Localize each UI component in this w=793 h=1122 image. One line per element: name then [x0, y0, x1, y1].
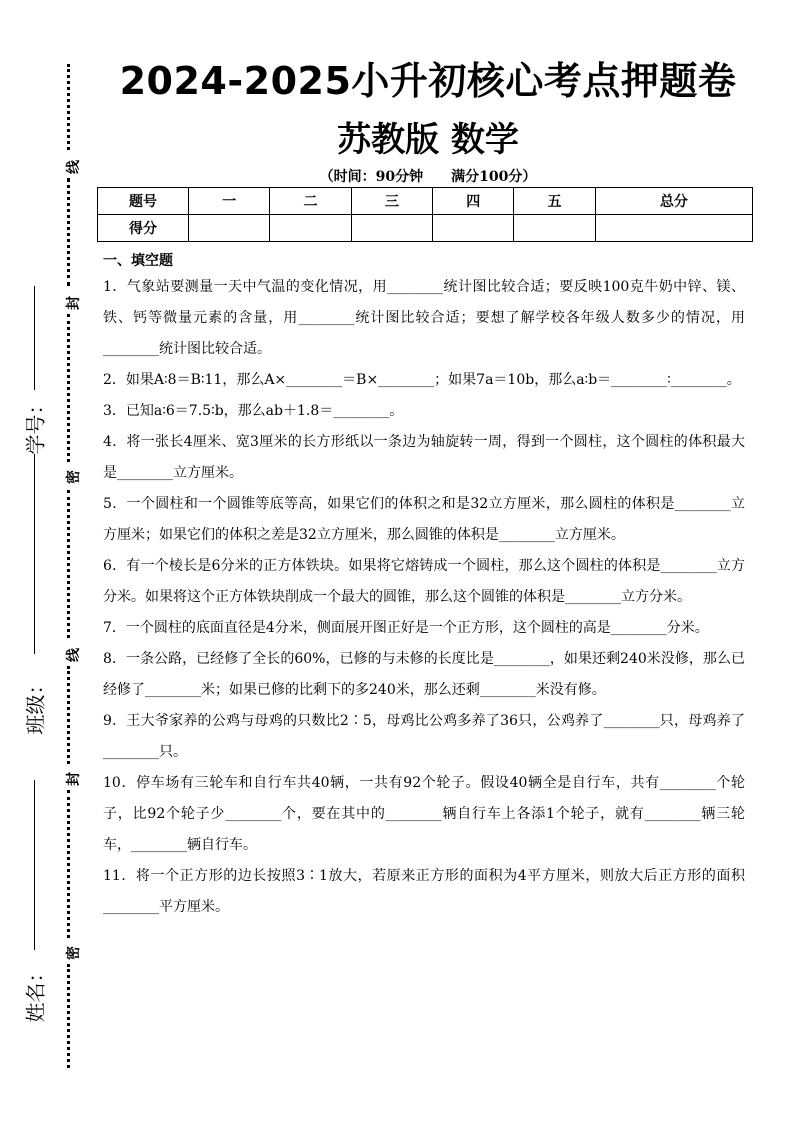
table-cell: 得分 — [98, 215, 189, 242]
question-item: 4．将一张长4厘米、宽3厘米的长方形纸以一条边为轴旋转一周，得到一个圆柱，这个圆柱的体积最大是________立方厘米。 — [103, 434, 745, 481]
page-title: 2024-2025小升初核心考点押题卷 — [119, 59, 737, 103]
table-row — [98, 188, 753, 215]
question-item: 11．将一个正方形的边长按照3∶1放大，若原来正方形的面积为4平方厘米，则放大后正方形的面积 ________平方厘米。 — [103, 868, 745, 915]
score-input-cell[interactable] — [189, 215, 270, 242]
seal-char: 密 — [66, 470, 82, 484]
name-line — [34, 780, 35, 950]
question-item: 3．已知a∶6＝7.5∶b，那么ab＋1.8＝________。 — [103, 403, 404, 419]
table-cell: 四 — [433, 188, 514, 215]
table-row — [98, 215, 753, 242]
dotted-line — [67, 490, 70, 638]
question-item: 9．王大爷家养的公鸡与母鸡的只数比2∶5，母鸡比公鸡多养了36只，公鸡养了________只，母鸡养了________只。 — [103, 713, 745, 760]
table-cell: 一 — [189, 188, 270, 215]
score-input-cell[interactable] — [595, 215, 752, 242]
score-table — [97, 187, 753, 242]
name-label: 姓名： — [23, 962, 48, 1023]
seal-char: 线 — [66, 648, 82, 662]
dotted-line — [67, 314, 70, 462]
question-item: 2．如果A∶8＝B∶11，那么A×________＝B×________；如果7a＝10b，那么a∶b＝________∶________。 — [103, 372, 741, 388]
question-item: 10．停车场有三轮车和自行车共40辆，一共有92个轮子。假设40辆全是自行车，共有________个轮子，比92个轮子少________个，要在其中的________辆自行车上各添1个轮子，就有________辆三轮车，________辆自行车。 — [103, 775, 745, 853]
time-info: （时间：90分钟 满分100分） — [319, 169, 537, 185]
dotted-line — [67, 64, 70, 150]
table-cell: 三 — [351, 188, 432, 215]
dotted-line — [67, 790, 70, 938]
dotted-line — [67, 666, 70, 764]
question-item: 8．一条公路，已经修了全长的60%，已修的与未修的长度比是________，如果还剩240米没修，那么已经修了________米；如果已修的比剩下的多240米，那么还剩________米没有修。 — [103, 651, 745, 698]
seal-char: 线 — [66, 160, 82, 174]
seal-char: 封 — [66, 772, 82, 786]
section-title: 一、填空题 — [103, 253, 173, 269]
seal-char: 密 — [66, 946, 82, 960]
table-cell: 二 — [270, 188, 351, 215]
table-cell: 题号 — [98, 188, 189, 215]
class-line — [34, 454, 35, 654]
score-input-cell[interactable] — [351, 215, 432, 242]
student-id-label: 学号： — [23, 394, 48, 455]
seal-char: 封 — [66, 296, 82, 310]
question-item: 6．有一个棱长是6分米的正方体铁块。如果将它熔铸成一个圆柱，那么这个圆柱的体积是________立方分米。如果将这个正方体铁块削成一个最大的圆锥，那么这个圆锥的体积是________立方分米。 — [103, 558, 745, 605]
table-cell: 总分 — [595, 188, 752, 215]
dotted-line — [67, 178, 70, 286]
score-input-cell[interactable] — [514, 215, 595, 242]
question-item: 1．气象站要测量一天中气温的变化情况，用________统计图比较合适；要反映100克牛奶中锌、镁、铁、钙等微量元素的含量，用________统计图比较合适；要想了解学校各年级人数多少的情况，用________统计图比较合适。 — [103, 279, 745, 357]
score-input-cell[interactable] — [433, 215, 514, 242]
class-label: 班级： — [23, 674, 48, 735]
page-subtitle: 苏教版 数学 — [337, 120, 519, 160]
question-list — [103, 272, 745, 923]
question-item: 5．一个圆柱和一个圆锥等底等高，如果它们的体积之和是32立方厘米，那么圆柱的体积是________立方厘米；如果它们的体积之差是32立方厘米，那么圆锥的体积是________立方厘米。 — [103, 496, 745, 543]
dotted-line — [67, 964, 70, 1068]
binding-margin — [0, 0, 95, 1122]
student-id-line — [34, 286, 35, 390]
question-item: 7．一个圆柱的底面直径是4分米，侧面展开图正好是一个正方形，这个圆柱的高是________分米。 — [103, 620, 709, 636]
table-cell: 五 — [514, 188, 595, 215]
score-input-cell[interactable] — [270, 215, 351, 242]
